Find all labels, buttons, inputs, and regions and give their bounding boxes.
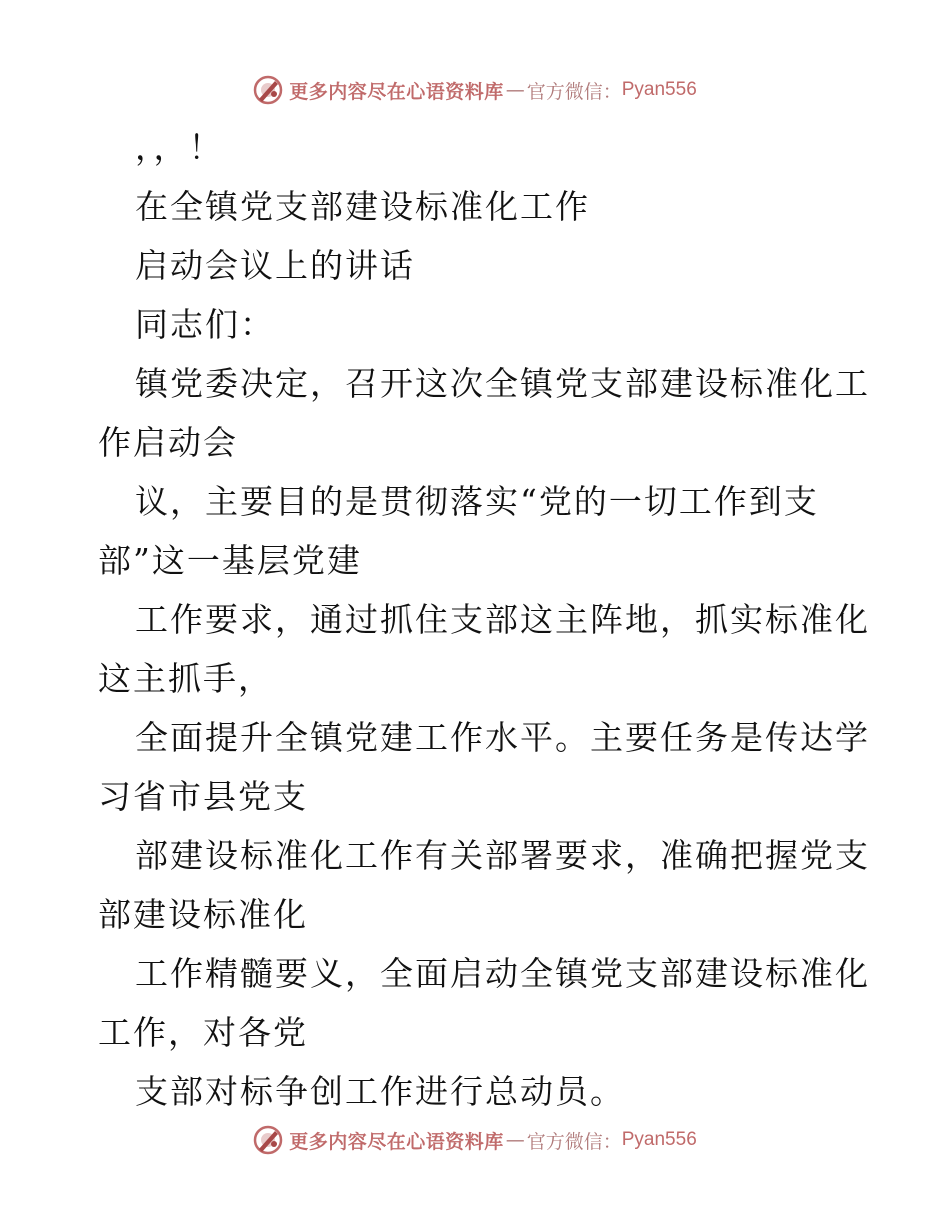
text-line: 部”这一基层党建	[98, 541, 362, 580]
watermark-brand-text: 更多内容尽在心语资料库	[289, 80, 504, 103]
header-watermark	[0, 70, 950, 110]
salutation: 同志们：	[135, 305, 275, 344]
text-line: 议，主要目的是贯彻落实“党的一切工作到支	[135, 482, 819, 521]
watermark-separator: —	[505, 79, 525, 101]
watermark-wechat-id: Pyan556	[621, 1129, 697, 1150]
text-line: 作启动会	[98, 423, 238, 462]
footer-watermark	[0, 1120, 950, 1160]
document-body	[98, 118, 870, 1121]
text-line: 习省市县党支	[98, 777, 308, 816]
speech-title-line-1: 在全镇党支部建设标准化工作	[135, 187, 590, 226]
text-line: 支部对标争创工作进行总动员。	[135, 1072, 625, 1111]
text-line: 部建设标准化工作有关部署要求，准确把握党支	[135, 836, 870, 875]
brand-logo-icon	[253, 1125, 283, 1155]
brand-logo-icon	[253, 75, 283, 105]
watermark-wechat-id: Pyan556	[621, 79, 697, 100]
text-line: 这主抓手，	[98, 659, 273, 698]
text-line: 工作，对各党	[98, 1013, 308, 1052]
text-line: ，，！	[135, 128, 224, 167]
text-line: 全面提升全镇党建工作水平。主要任务是传达学	[135, 718, 870, 757]
text-line: 镇党委决定，召开这次全镇党支部建设标准化工	[135, 364, 870, 403]
watermark-official-label: 官方微信：	[526, 1130, 622, 1153]
speech-title-line-2: 启动会议上的讲话	[135, 246, 415, 285]
watermark-separator: —	[505, 1129, 525, 1151]
text-line: 工作要求，通过抓住支部这主阵地，抓实标准化	[135, 600, 870, 639]
text-line: 工作精髓要义，全面启动全镇党支部建设标准化	[135, 954, 870, 993]
text-line: 部建设标准化	[98, 895, 308, 934]
watermark-official-label: 官方微信：	[526, 80, 622, 103]
watermark-brand-text: 更多内容尽在心语资料库	[289, 1130, 504, 1153]
